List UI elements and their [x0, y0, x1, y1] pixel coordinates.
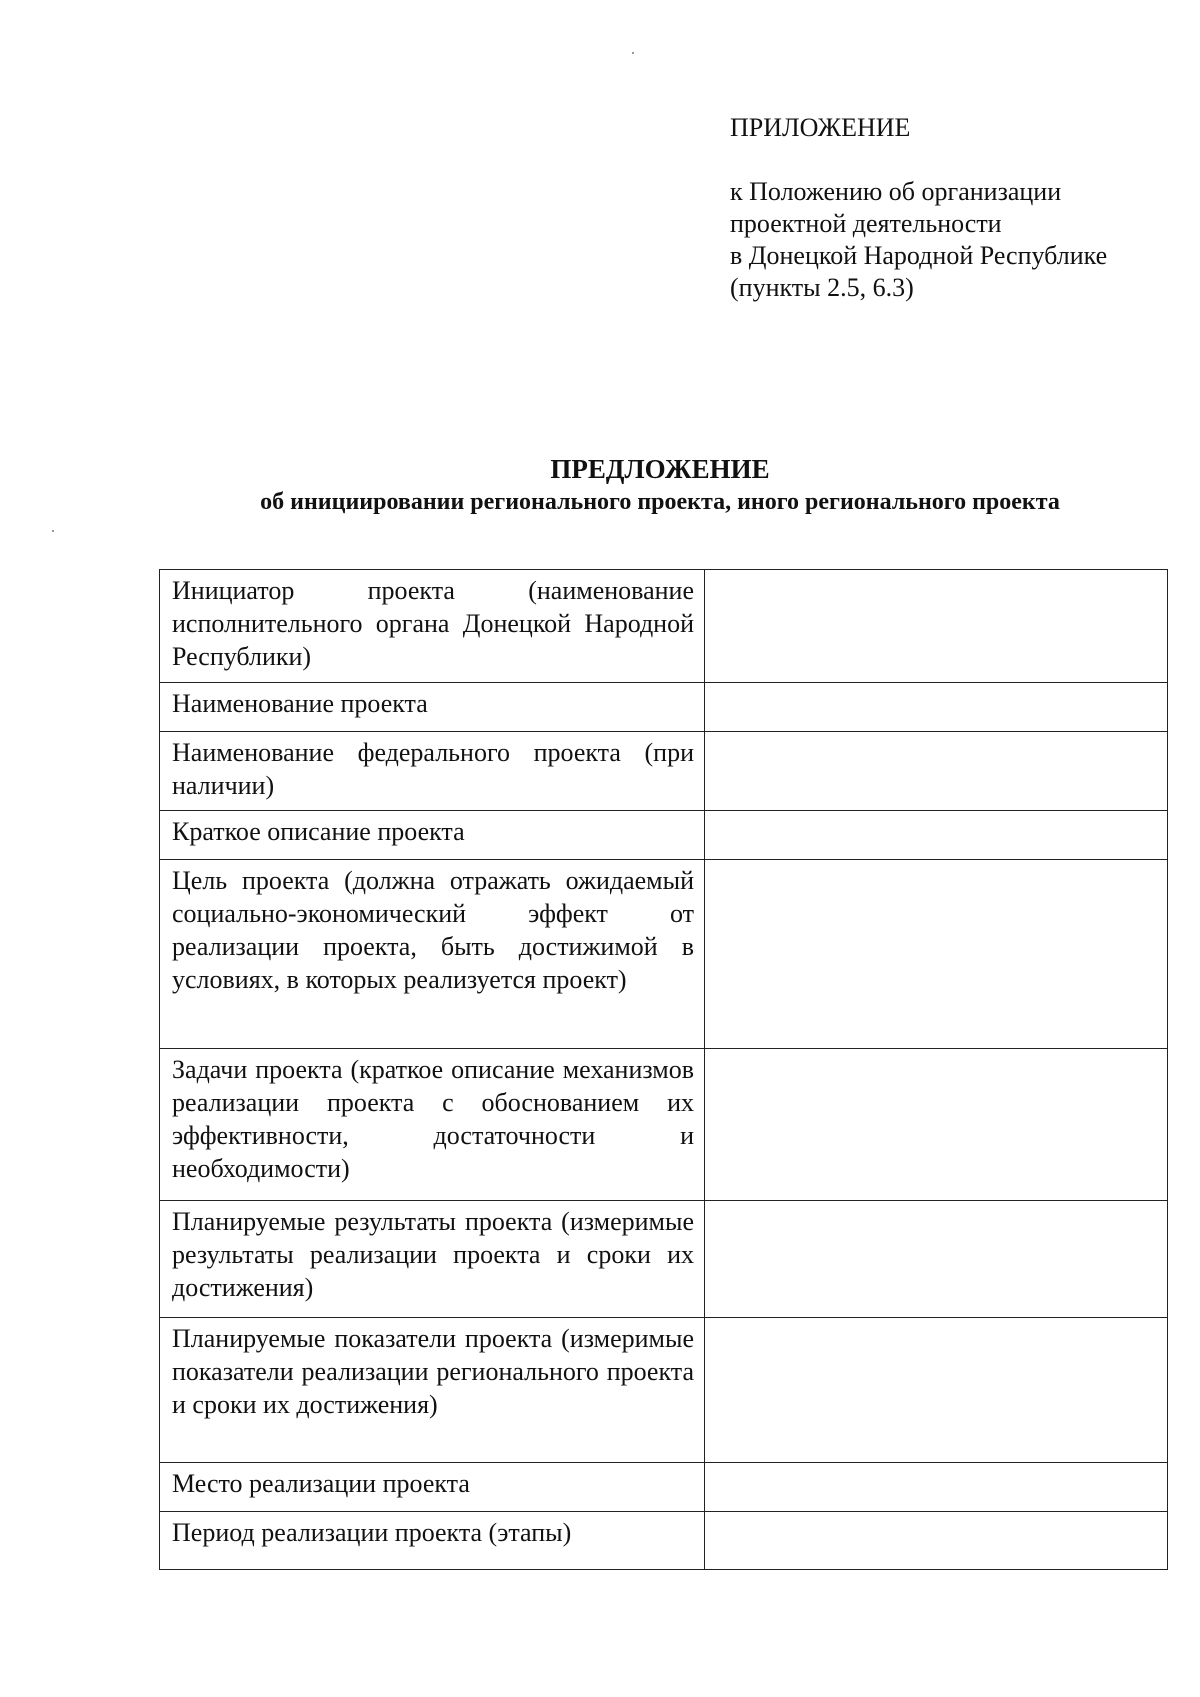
table-row [160, 1463, 1168, 1512]
row-value-field[interactable] [705, 1201, 1168, 1318]
annex-line: к Положению об организации [730, 177, 1062, 206]
annex-line: проектной деятельности [730, 209, 1002, 238]
row-value-field[interactable] [705, 683, 1168, 732]
annex-block [730, 112, 1107, 304]
table-row [160, 860, 1168, 1049]
scan-speck [632, 52, 634, 54]
document-heading [150, 452, 1170, 518]
row-value-field[interactable] [705, 1512, 1168, 1570]
row-label: Цель проекта (должна отражать ожидаемый социально-экономический эффект от реализации проекта, быть достижимой в условиях, в которых реализуется проект) [160, 860, 705, 1049]
scan-speck [52, 530, 54, 532]
row-label: Планируемые результаты проекта (измеримые результаты реализации проекта и сроки их достижения) [160, 1201, 705, 1318]
row-value-field[interactable] [705, 811, 1168, 860]
row-label: Наименование федерального проекта (при наличии) [160, 732, 705, 811]
row-label: Наименование проекта [160, 683, 705, 732]
annex-line: в Донецкой Народной Республике [730, 241, 1108, 270]
table-row [160, 732, 1168, 811]
document-title: ПРЕДЛОЖЕНИЕ [550, 454, 770, 484]
row-value-field[interactable] [705, 1463, 1168, 1512]
table-row [160, 1512, 1168, 1570]
row-label: Место реализации проекта [160, 1463, 705, 1512]
annex-title: ПРИЛОЖЕНИЕ [730, 113, 911, 142]
row-value-field[interactable] [705, 570, 1168, 683]
table-row [160, 1049, 1168, 1201]
row-value-field[interactable] [705, 860, 1168, 1049]
proposal-table [159, 569, 1168, 1570]
table-row [160, 1201, 1168, 1318]
row-label: Период реализации проекта (этапы) [160, 1512, 705, 1570]
table-row [160, 1318, 1168, 1463]
row-label: Планируемые показатели проекта (измеримые показатели реализации регионального проекта и сроки их достижения) [160, 1318, 705, 1463]
document-subtitle: об инициировании регионального проекта, иного регионального проекта [260, 489, 1060, 515]
row-value-field[interactable] [705, 1318, 1168, 1463]
table-row [160, 811, 1168, 860]
row-value-field[interactable] [705, 1049, 1168, 1201]
row-label: Краткое описание проекта [160, 811, 705, 860]
annex-line: (пункты 2.5, 6.3) [730, 273, 914, 302]
row-value-field[interactable] [705, 732, 1168, 811]
row-label: Задачи проекта (краткое описание механизмов реализации проекта с обоснованием их эффективности, достаточности и необходимости) [160, 1049, 705, 1201]
row-label: Инициатор проекта (наименование исполнительного органа Донецкой Народной Республики) [160, 570, 705, 683]
table-row [160, 570, 1168, 683]
table-row [160, 683, 1168, 732]
